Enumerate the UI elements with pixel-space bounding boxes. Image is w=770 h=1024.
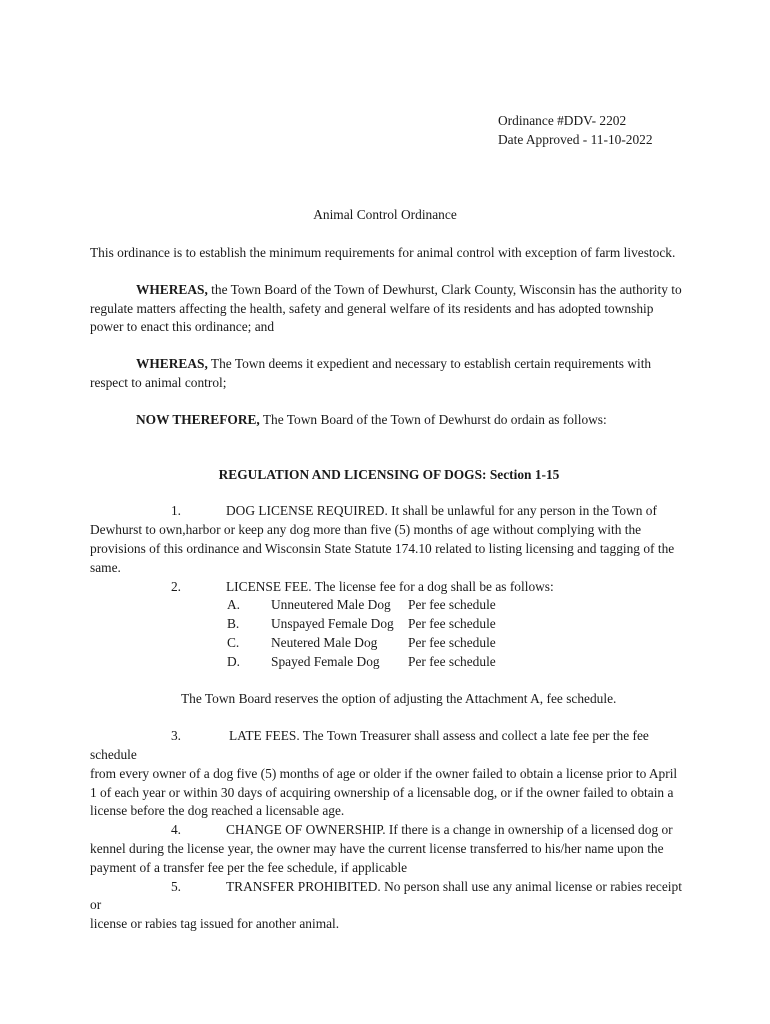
whereas-paragraph-2 <box>90 355 684 393</box>
fee-row <box>227 653 684 672</box>
item-number: 5. <box>170 878 181 894</box>
item-continuation: from every owner of a dog five (5) months of age or older if the owner failed to obtain a license prior to April 1 of each year or within 30 days of acquiring ownership of a licensable dog, or if the owner failed to obtain a license before the dog reached a licensable age. <box>90 765 678 819</box>
fee-row <box>227 596 684 615</box>
whereas-lead: WHEREAS, <box>136 281 208 297</box>
list-item <box>90 878 684 934</box>
item-continuation: kennel during the license year, the owner may have the current license transferred to his/her name upon the payment of a transfer fee per the fee schedule, if applicable <box>90 840 664 875</box>
fee-value: Per fee schedule <box>408 597 496 613</box>
now-therefore-lead: NOW THEREFORE, <box>136 411 260 427</box>
whereas-text: the Town Board of the Town of Dewhurst, Clark County, Wisconsin has the authority to regulate matters affecting the health, safety and general welfare of its residents and has adopted township power to enact this ordinance; and <box>90 281 682 335</box>
fee-letter: A. <box>227 597 241 613</box>
fee-category: Neutered Male Dog <box>271 635 378 651</box>
item-number: 3. <box>170 728 181 744</box>
fee-value: Per fee schedule <box>408 654 496 670</box>
section-heading: REGULATION AND LICENSING OF DOGS: Section 1-15 <box>218 466 560 482</box>
item-first-line: TRANSFER PROHIBITED. No person shall use any animal license or rabies receipt or <box>90 878 682 913</box>
list-item <box>90 821 684 877</box>
fee-letter: D. <box>227 654 241 670</box>
ordinance-number: Ordinance #DDV- 2202 <box>498 113 627 128</box>
fee-value: Per fee schedule <box>408 635 496 651</box>
fee-value: Per fee schedule <box>408 616 496 632</box>
fee-row <box>227 615 684 634</box>
item-continuation: license or rabies tag issued for another animal. <box>90 916 340 932</box>
reserve-note: The Town Board reserves the option of adjusting the Attachment A, fee schedule. <box>181 691 617 707</box>
whereas-lead: WHEREAS, <box>136 356 208 372</box>
list-item <box>90 502 684 577</box>
intro-paragraph: This ordinance is to establish the minimum requirements for animal control with exception of farm livestock. <box>90 245 676 260</box>
document-title: Animal Control Ordinance <box>313 207 457 222</box>
item-number: 2. <box>170 578 181 594</box>
fee-category: Unspayed Female Dog <box>271 616 394 632</box>
fee-category: Unneutered Male Dog <box>271 597 391 613</box>
fee-letter: B. <box>227 616 240 632</box>
fee-category: Spayed Female Dog <box>271 654 380 670</box>
date-approved: Date Approved - 11-10-2022 <box>498 132 653 147</box>
fee-row <box>227 634 684 653</box>
item-first-line: LICENSE FEE. The license fee for a dog shall be as follows: <box>226 578 554 594</box>
now-therefore-paragraph <box>90 411 684 430</box>
item-number: 1. <box>170 503 181 519</box>
item-first-line: CHANGE OF OWNERSHIP. If there is a change in ownership of a licensed dog or <box>226 822 673 838</box>
document-body <box>90 244 684 934</box>
fee-table <box>227 596 684 672</box>
list-item <box>90 578 684 597</box>
item-continuation: Dewhurst to own,harbor or keep any dog more than five (5) months of age without complying with the provisions of this ordinance and Wisconsin State Statute 174.10 related to listing licensing and tagging of the same. <box>90 522 675 575</box>
now-therefore-text: The Town Board of the Town of Dewhurst do ordain as follows: <box>259 411 607 427</box>
item-first-line: DOG LICENSE REQUIRED. It shall be unlawful for any person in the Town of <box>226 503 657 519</box>
list-item <box>90 727 684 821</box>
ordinance-header <box>498 112 653 150</box>
item-number: 4. <box>170 822 181 838</box>
item-first-line: LATE FEES. The Town Treasurer shall assess and collect a late fee per the fee schedule <box>90 728 649 762</box>
fee-letter: C. <box>227 635 240 651</box>
whereas-paragraph-1 <box>90 281 684 337</box>
whereas-text: The Town deems it expedient and necessary to establish certain requirements with respect to animal control; <box>90 356 652 390</box>
